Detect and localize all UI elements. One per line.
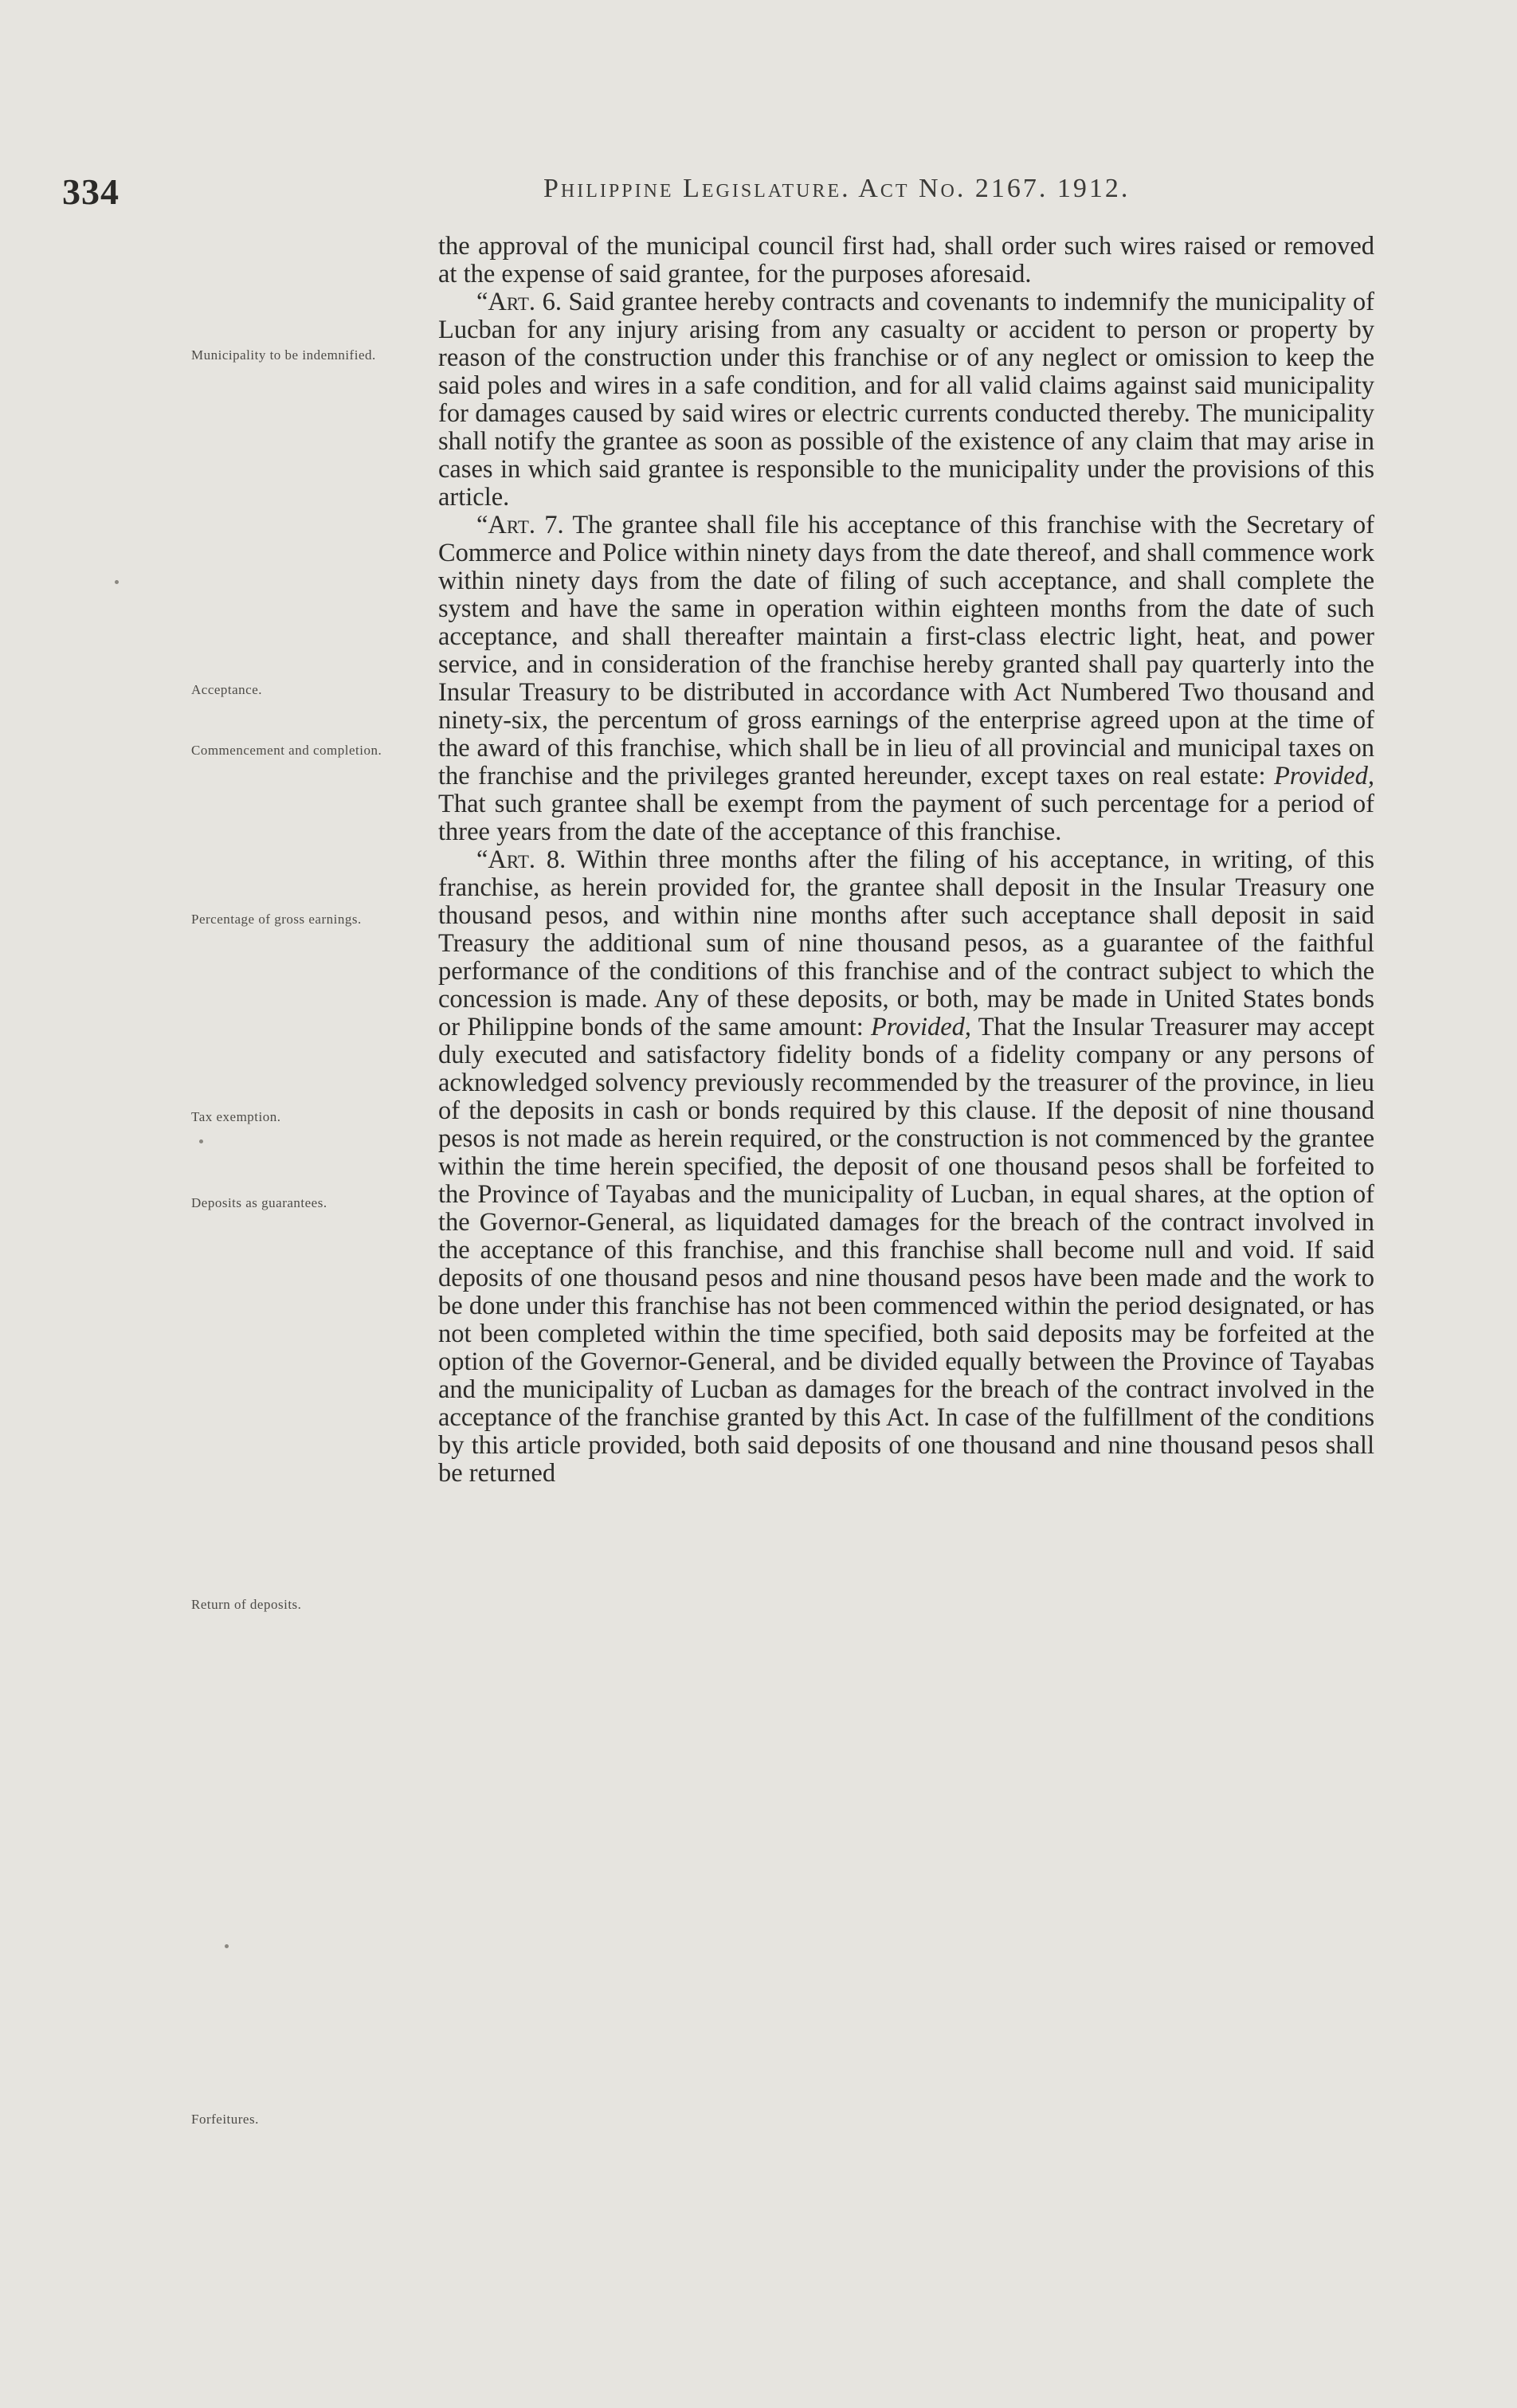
sidenote-return-deposits: Return of deposits.: [191, 1597, 302, 1612]
running-head: Philippine Legislature. Act No. 2167. 1912.: [543, 174, 1131, 203]
sidenote-tax-exemption: Tax exemption.: [191, 1109, 281, 1124]
margin-speck: [199, 1139, 203, 1143]
sidenote-gross-earnings: Percentage of gross earnings.: [191, 912, 362, 927]
article-text: That such grantee shall be exempt from the payment of such percentage for a period of three years from the date of the acceptance of this franchise.: [438, 790, 1374, 846]
margin-speck: [115, 580, 119, 584]
paragraph-art-6: [438, 288, 1374, 512]
page-number: 334: [62, 171, 120, 212]
body-text: [438, 233, 1374, 1488]
provided-italic: Provided,: [870, 1013, 972, 1041]
sidenote-acceptance: Acceptance.: [191, 682, 263, 697]
sidenote-indemnified: Municipality to be indemnified.: [191, 347, 376, 363]
article-text: That the Insular Treasurer may accept duly executed and satisfactory fidelity bonds of a fidelity company or any persons of acknowledged solvency previously recommended by the treasurer of the province, in lieu of the deposits in cash or bonds required by this clause. If the deposit of nine thousand pesos is not made as herein required, or the construction is not commenced by the grantee within the time herein specified, the deposit of one thousand pesos shall be forfeited to the Province of Tayabas and the municipality of Lucban, in equal shares, at the option of the Governor-General, as liquidated damages for the breach of the contract involved in the acceptance of this franchise, and this franchise shall become null and void. If said deposits of one thousand pesos and nine thousand pesos have been made and the work to be done under this franchise has not been commenced within the period designated, or has not been completed within the time specified, both said deposits may be forfeited at the option of the Governor-General, and be divided equally between the Province of Tayabas and the municipality of Lucban as damages for the breach of the contract involved in the acceptance of the franchise granted by this Act. In case of the fulfillment of the conditions by this article provided, both said deposits of one thousand and nine thousand pesos shall be returned: [438, 1013, 1374, 1488]
paragraph-art-8: [438, 846, 1374, 1488]
sidenote-commencement: Commencement and completion.: [191, 743, 382, 758]
paragraph-continuation: the approval of the municipal council first had, shall order such wires raised or removed at the expense of said grantee, for the purposes aforesaid.: [438, 232, 1374, 288]
article-text: Said grantee hereby contracts and covenants to indemnify the municipality of Lucban for any injury arising from any casualty or accident to person or property by reason of the construction under this franchise or of any neglect or omission to keep the said poles and wires in a safe condition, and for all valid claims against said municipality for damages caused by said wires or electric currents conducted thereby. The municipality shall notify the grantee as soon as possible of the existence of any claim that may arise in cases in which said grantee is responsible to the municipality under the provisions of this article.: [438, 288, 1375, 512]
sidenote-forfeitures: Forfeitures.: [191, 2112, 259, 2127]
article-label: “Art. 8.: [476, 845, 566, 874]
margin-speck: [225, 1944, 229, 1948]
article-label: “Art. 7.: [476, 511, 564, 539]
paragraph-art-7: [438, 512, 1374, 846]
article-text: The grantee shall file his acceptance of this franchise with the Secretary of Commerce and Police within ninety days from the date thereof, and shall commence work within ninety days from the date of filing of such acceptance, and shall complete the system and have the same in operation within eighteen months from the date of such acceptance, and shall thereafter maintain a first-class electric light, heat, and power service, and in consideration of the franchise hereby granted shall pay quarterly into the Insular Treasury to be distributed in accordance with Act Numbered Two thousand and ninety-six, the percentum of gross earnings of the enterprise agreed upon at the time of the award of this franchise, which shall be in lieu of all provincial and municipal taxes on the franchise and the privileges granted hereunder, except taxes on real estate:: [438, 511, 1374, 790]
article-label: “Art. 6.: [476, 288, 562, 316]
sidenote-deposits-guarantees: Deposits as guarantees.: [191, 1195, 327, 1210]
provided-italic: Provided,: [1273, 762, 1374, 790]
article-text: Within three months after the filing of his acceptance, in writing, of this franchise, as herein provided for, the grantee shall deposit in the Insular Treasury one thousand pesos, and within nine months after such acceptance shall deposit in said Treasury the additional sum of nine thousand pesos, as a guarantee of the faithful performance of the conditions of this franchise and of the contract subject to which the concession is made. Any of these deposits, or both, may be made in United States bonds or Philippine bonds of the same amount:: [438, 845, 1375, 1041]
